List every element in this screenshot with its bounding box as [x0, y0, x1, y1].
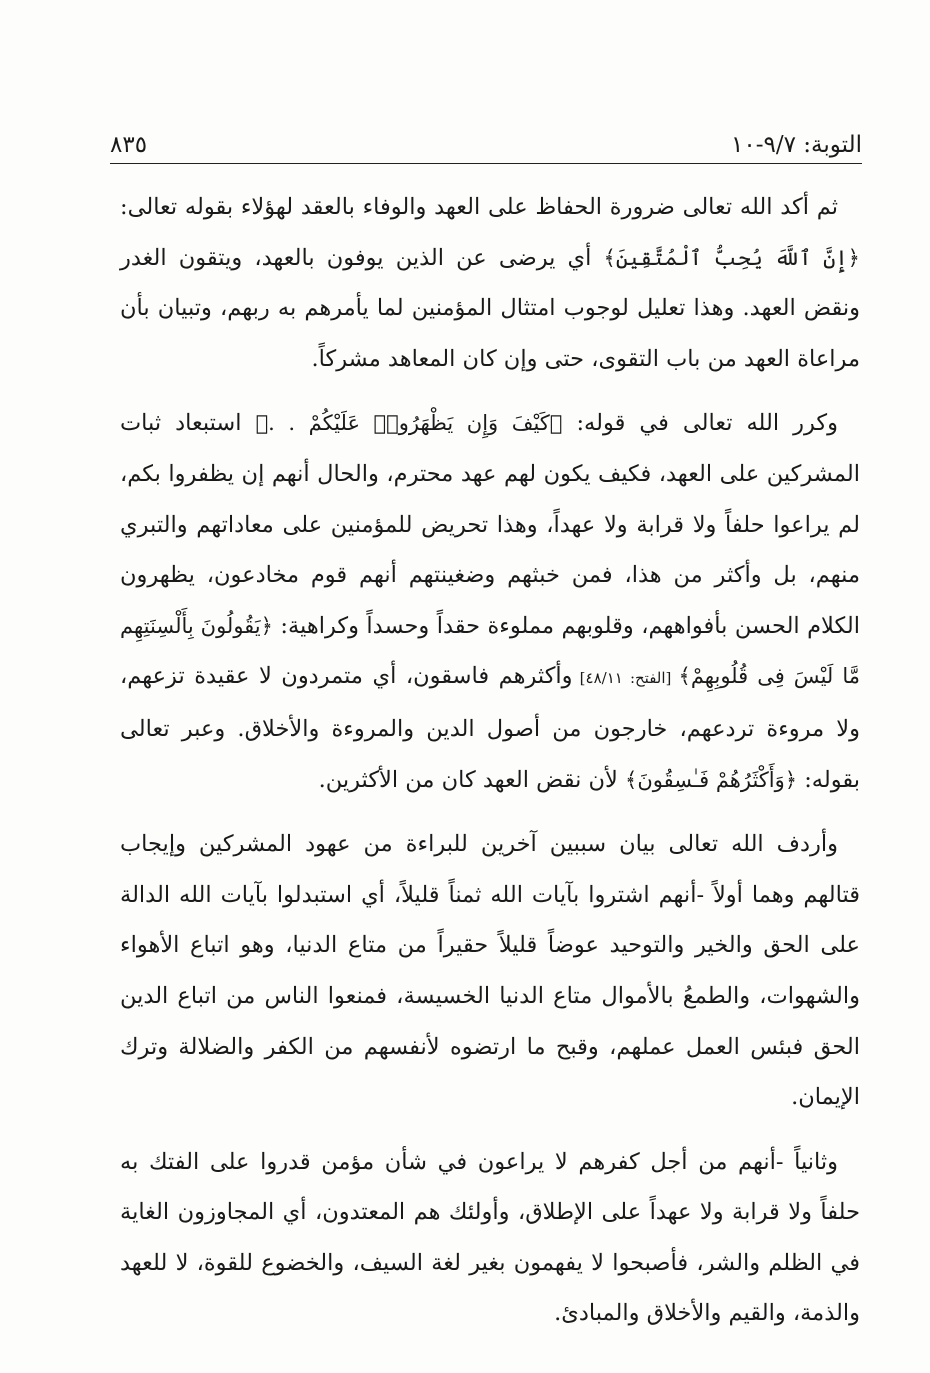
paragraph-text: استبعاد ثبات المشركين على العهد، فكيف يكون لهم عهد محترم، والحال أنهم إن يظفروا بكم، لم يراعوا حلفاً ولا قرابة ولا عهداً، وهذا تحريض للمؤمنين على معاداتهم والتبري منهم، بل وأكثر من هذا، فمن خبثهم وضغينتهم أنهم قوم مخادعون، يظهرون الكلام الحسن بأفواههم، وقلوبهم مملوءة حقداً وحسداً وكراهية:: [120, 410, 861, 639]
paragraph-text: وأكثرهم فاسقون، أي متمردون لا عقيدة تزعهم، ولا مروءة تردعهم، خارجون من أصول الدين والمروءة والأخلاق. وعبر تعالى بقوله:: [120, 663, 860, 793]
paragraph-text: ثم أكد الله تعالى ضرورة الحفاظ على العهد والوفاء بالعقد لهؤلاء بقوله تعالى:: [120, 194, 838, 220]
paragraph: [120, 182, 860, 384]
paragraph-text: وأردف الله تعالى بيان سببين آخرين للبراءة من عهود المشركين وإيجاب قتالهم وهما أولاً -أنهم اشتروا بآيات الله ثمناً قليلاً، أي استبدلوا بآيات الله الدالة على الحق والخير والتوحيد عوضاً قليلاً حقيراً من متاع الدنيا، وهو اتباع الأهواء والشهوات، والطمعُ بالأموال متاع الدنيا الخسيسة، فمنعوا الناس من اتباع الدين الحق فبئس العمل عملهم، وقبح ما ارتضوه لأنفسهم من الكفر والضلالة وترك الإيمان.: [120, 831, 860, 1111]
quran-verse: ﴿إِنَّ ٱللَّهَ يُحِبُّ ٱلْمُتَّقِينَ﴾: [603, 245, 860, 270]
quran-verse: ﴿وَأَكْثَرُهُمْ فَـٰسِقُونَ﴾: [625, 767, 798, 792]
paragraph: [120, 819, 860, 1123]
page-header: [110, 118, 862, 158]
paragraph-text: وكرر الله تعالى في قوله:: [562, 410, 838, 437]
paragraph: [120, 398, 860, 805]
verse-citation: [الفتح: ٤٨/١١]: [572, 669, 679, 688]
header-divider: [110, 163, 862, 164]
quran-verse: ﴿يَقُولُونَ بِأَلْسِنَتِهِم مَّا لَيْسَ فِى قُلُوبِهِمْ﴾: [120, 613, 861, 689]
page-body: [120, 182, 860, 1339]
paragraph-text: وثانياً -أنهم من أجل كفرهم لا يراعون في شأن مؤمن قدروا على الفتك به حلفاً ولا قرابة ولا عهداً على الإطلاق، وأولئك هم المعتدون، أي المجاوزون الغاية في الظلم والشر، فأصبحوا لا يفهمون بغير لغة السيف، والخضوع للقوة، لا للعهد والذمة، والقيم والأخلاق والمبادئ.: [120, 1148, 860, 1327]
page-number: ٨٣٥: [110, 132, 148, 158]
quran-verse: ﴿كَيْفَ وَإِن يَظْهَرُوا۟ عَلَيْكُمْ . .﴾: [255, 411, 563, 436]
paragraph-text: لأن نقض العهد كان من الأكثرين.: [318, 766, 626, 793]
surah-reference: التوبة: ٩/٧-١٠: [731, 132, 862, 158]
paragraph: [120, 1137, 860, 1339]
paragraph-text: أي يرضى عن الذين يوفون بالعهد، ويتقون الغدر ونقض العهد. وهذا تعليل لوجوب امتثال المؤمنين لما يأمرهم به ربهم، وتبيان بأن مراعاة العهد من باب التقوى، حتى وإن كان المعاهد مشركاً.: [120, 244, 860, 372]
